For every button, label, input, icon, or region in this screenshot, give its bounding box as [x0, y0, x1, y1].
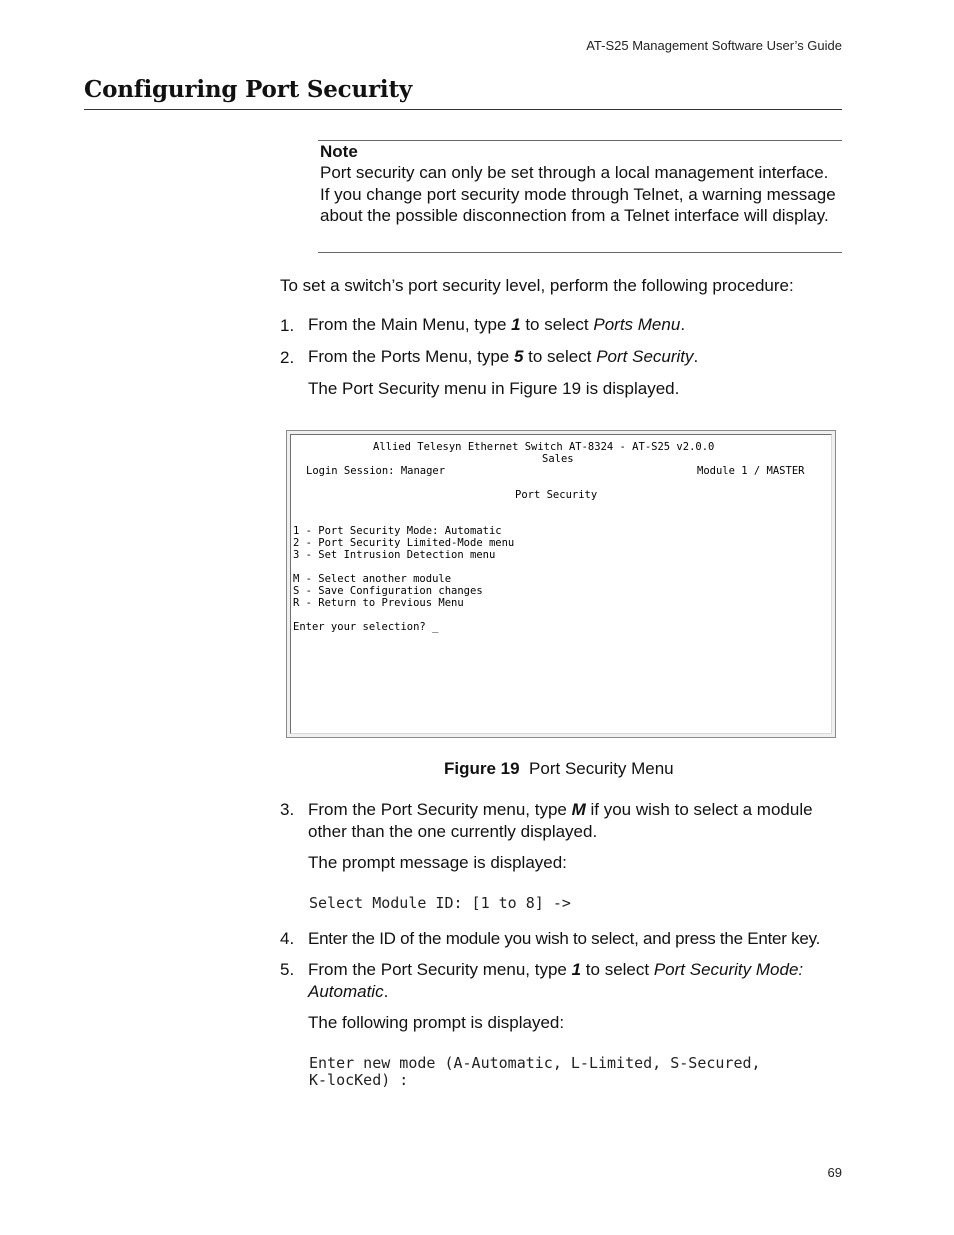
section-title: Configuring Port Security — [84, 76, 413, 103]
terminal-session: Login Session: Manager — [306, 465, 446, 477]
figure-label: Figure 19 — [444, 759, 520, 778]
step-text: Enter the ID of the module you wish to select, and press the Enter key. — [308, 929, 821, 948]
step-text: From the Main Menu, type 1 to select Ports Menu. — [308, 315, 686, 334]
intro-paragraph: To set a switch’s port security level, perform the following procedure: — [280, 276, 794, 295]
step-number: 3. — [280, 800, 295, 819]
figure-title: Port Security Menu — [529, 759, 674, 778]
step-number: 4. — [280, 929, 295, 948]
running-header: AT-S25 Management Software User’s Guide — [586, 38, 842, 53]
code-sample: Select Module ID: [1 to 8] -> — [309, 894, 571, 912]
note-bottom-divider — [318, 252, 842, 253]
figure-caption — [444, 759, 674, 779]
step-number: 1. — [280, 316, 295, 335]
note-top-divider — [318, 140, 842, 141]
terminal-option: M - Select another module — [293, 573, 452, 585]
step-text: From the Port Security menu, type M if you wish to select a module other than the one currently displayed. — [308, 800, 813, 841]
terminal-option: 3 - Set Intrusion Detection menu — [293, 549, 496, 561]
code-sample: Enter new mode (A-Automatic, L-Limited, S-Secured, K-locKed) : — [309, 1054, 761, 1089]
step-text: From the Ports Menu, type 5 to select Port Security. — [308, 347, 699, 366]
terminal-option: R - Return to Previous Menu — [293, 597, 464, 609]
step-number: 2. — [280, 348, 295, 367]
step-result: The following prompt is displayed: — [308, 1013, 565, 1032]
terminal-menu-title: Port Security — [515, 489, 598, 501]
step-number: 5. — [280, 960, 295, 979]
note-text: Port security can only be set through a local management interface. If you change port security mode through Telnet, a warning message about the possible disconnection from a Telnet interface will display. — [320, 163, 836, 226]
terminal-option: 2 - Port Security Limited-Mode menu — [293, 537, 515, 549]
terminal-screenshot — [286, 430, 836, 738]
page-number: 69 — [827, 1165, 842, 1180]
step-result: The Port Security menu in Figure 19 is displayed. — [308, 379, 680, 398]
step-text: From the Port Security menu, type 1 to select Port Security Mode: Automatic. — [308, 960, 804, 1001]
terminal-module: Module 1 / MASTER — [697, 465, 805, 477]
section-divider — [84, 109, 842, 110]
note-label: Note — [320, 142, 358, 161]
terminal-banner: Allied Telesyn Ethernet Switch AT-8324 - AT-S25 v2.0.0 — [373, 441, 715, 453]
terminal-prompt: Enter your selection? _ — [293, 621, 439, 633]
step-result: The prompt message is displayed: — [308, 853, 567, 872]
terminal-screen — [290, 434, 832, 734]
terminal-option: S - Save Configuration changes — [293, 585, 483, 597]
terminal-system-name: Sales — [542, 453, 574, 465]
terminal-option: 1 - Port Security Mode: Automatic — [293, 525, 502, 537]
